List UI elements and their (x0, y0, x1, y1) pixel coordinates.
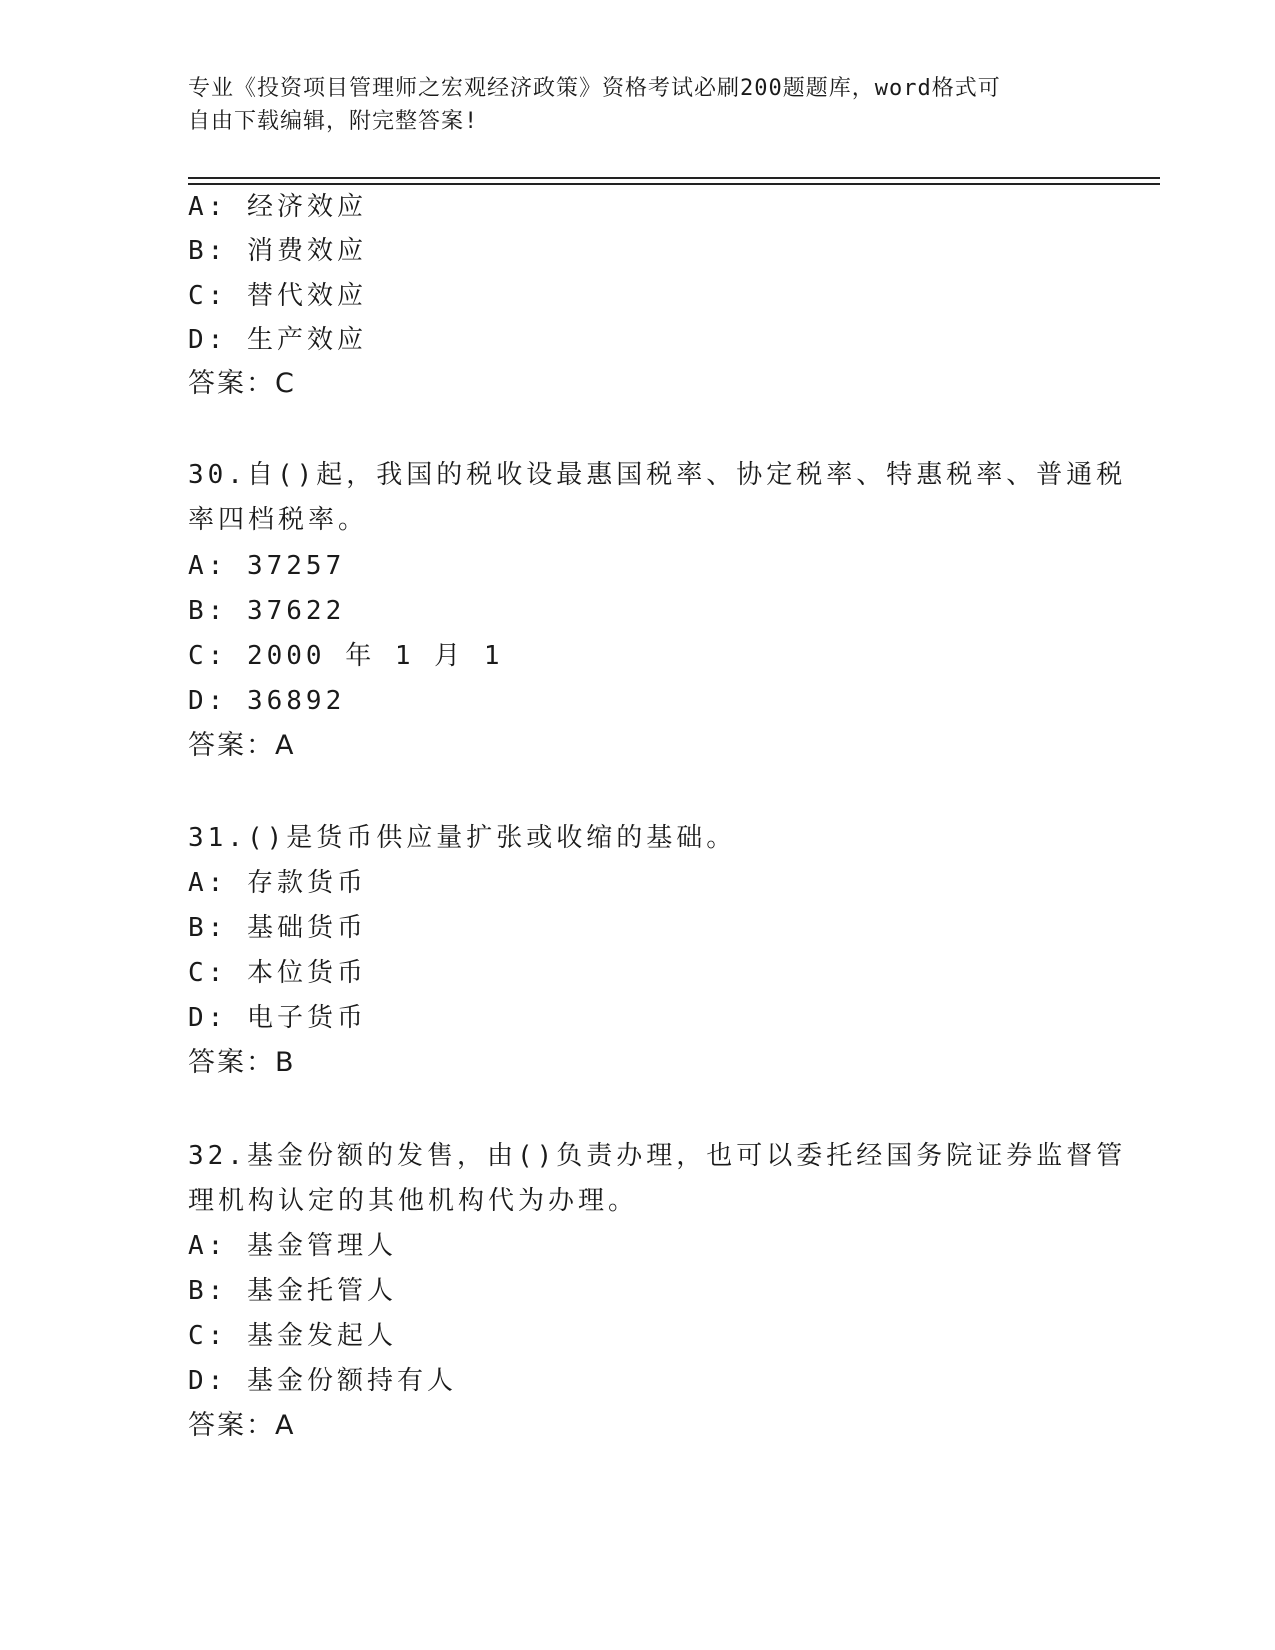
q31-answer: 答案：B (188, 1047, 296, 1078)
q31-option-d: D: 电子货币 (188, 1003, 367, 1033)
q31-option-a: A: 存款货币 (188, 868, 367, 898)
q30-option-d: D: 36892 (188, 686, 346, 716)
q30-stem-line-1: 30.自()起，我国的税收设最惠国税率、协定税率、特惠税率、普通税 (188, 460, 1127, 490)
q30-stem-line-2: 率四档税率。 (188, 505, 369, 535)
q31-option-b: B: 基础货币 (188, 913, 367, 943)
q31-stem-line-1: 31.()是货币供应量扩张或收缩的基础。 (188, 823, 737, 853)
q31-option-c: C: 本位货币 (188, 958, 367, 988)
header-rule-bottom (188, 183, 1160, 185)
q32-answer: 答案：A (188, 1410, 296, 1441)
q29-answer: 答案：C (188, 368, 296, 399)
q30-option-b: B: 37622 (188, 596, 346, 626)
header-line-1: 专业《投资项目管理师之宏观经济政策》资格考试必刷200题题库，word格式可 (188, 76, 1001, 101)
q32-stem-line-1: 32.基金份额的发售，由()负责办理，也可以委托经国务院证券监督管 (188, 1141, 1127, 1171)
q32-option-c: C: 基金发起人 (188, 1321, 397, 1351)
q29-option-b: B: 消费效应 (188, 236, 367, 266)
q32-option-b: B: 基金托管人 (188, 1276, 397, 1306)
q30-option-c: C: 2000 年 1 月 1 (188, 641, 504, 671)
q32-option-d: D: 基金份额持有人 (188, 1366, 457, 1396)
q32-option-a: A: 基金管理人 (188, 1231, 397, 1261)
q30-option-a: A: 37257 (188, 551, 346, 581)
document-header (188, 72, 1068, 138)
q32-stem-line-2: 理机构认定的其他机构代为办理。 (188, 1186, 639, 1216)
q29-option-a: A: 经济效应 (188, 192, 367, 222)
q29-option-c: C: 替代效应 (188, 281, 367, 311)
q29-option-d: D: 生产效应 (188, 325, 367, 355)
header-rule-top (188, 177, 1160, 179)
q30-answer: 答案：A (188, 730, 296, 761)
header-line-2: 自由下载编辑，附完整答案! (188, 109, 479, 134)
